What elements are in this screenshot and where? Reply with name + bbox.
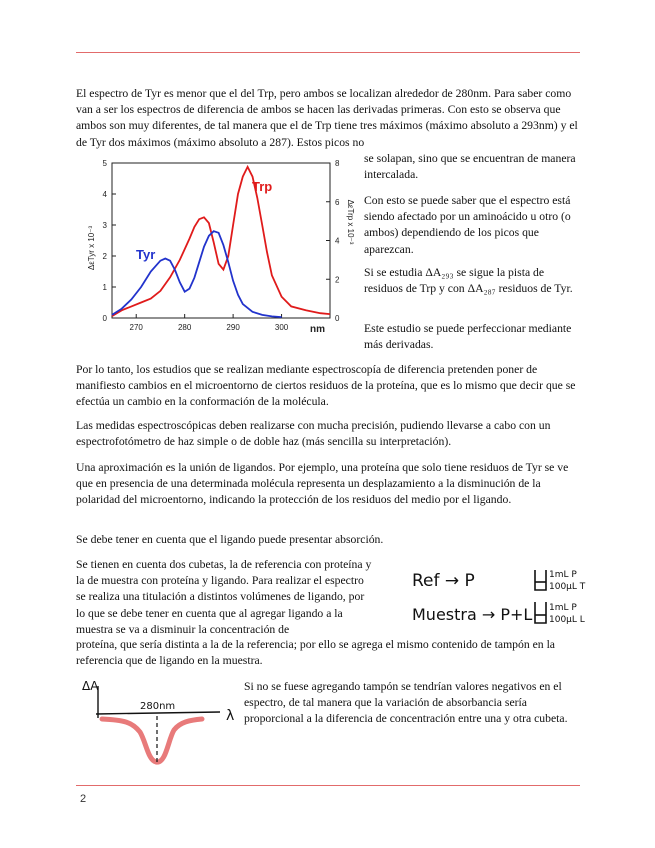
paragraph-ligand-absorption: Se debe tener en cuenta que el ligando puede presentar absorción. [76, 533, 384, 546]
page-number: 2 [80, 793, 87, 805]
muestra-cuvette-icon [535, 602, 546, 623]
y-left-tick-label: 0 [102, 314, 107, 323]
side-text-2: Con esto se puede saber que el espectro está siendo afectado por un aminoácido u otro (o ambos) dependiendo de los picos que aparezcan. [364, 194, 571, 256]
y-left-tick-label: 1 [102, 283, 107, 292]
header-rule [76, 52, 580, 53]
paragraph-buffer: proteína, que sería distinta a la de la referencia; por ello se agrega el mismo contenido de tampón en la referencia que de ligando en la muestra. [76, 638, 555, 668]
y-axis-label-left: ΔεTyr x 10⁻³ [87, 225, 96, 271]
paragraph-ligands: Una aproximación es la unión de ligandos. Por ejemplo, una proteína que solo tiene residuos de Tyr se ve que en presencia de una determinada molécula representa un desplazamiento a la disminución de la polaridad del microentorno, indicando la protección de los residuos del medio por el ligando. [76, 461, 569, 507]
x-tick-label: 270 [129, 323, 143, 332]
series-trp-label: Trp [252, 179, 273, 194]
paragraph-precision: Las medidas espectroscópicas deben realizarse con mucha precisión, pudiendo llevarse a cabo con un espectrofotómetro de haz simple o de doble haz (más sencilla su interpretación). [76, 419, 551, 449]
x-tick-label: 280 [177, 323, 192, 332]
ref-volume-top: 1mL P [549, 570, 577, 580]
side-text-1: se solapan, sino que se encuentran de manera intercalada. [364, 152, 576, 182]
difference-spectrum-sketch [76, 674, 246, 784]
series-tyr-label: Tyr [136, 247, 156, 262]
footer-rule [76, 785, 580, 786]
lambda-label: λ [226, 708, 235, 724]
y-left-tick-label: 4 [102, 190, 107, 199]
sketch-x-axis [96, 712, 220, 714]
y-left-tick-label: 3 [102, 221, 107, 230]
derivative-spectra-chart [76, 152, 364, 344]
y-left-tick-label: 2 [102, 252, 107, 261]
ref-volume-bottom: 100μL T [549, 582, 586, 592]
x-tick-label: 300 [274, 323, 289, 332]
side-text-3: Si se estudia ΔA₂₉₃ se sigue la pista de residuos de Trp y con ΔA₂₈₇ residuos de Tyr. [364, 266, 573, 296]
side-text-4: Este estudio se puede perfeccionar mediante más derivadas. [364, 322, 572, 352]
y-right-tick-label: 6 [335, 197, 340, 207]
delta-a-label: ΔA [82, 679, 99, 693]
y-right-tick-label: 4 [335, 236, 340, 246]
sketch-trough-curve [102, 719, 202, 762]
muestra-note: Muestra → P+L [412, 605, 533, 624]
muestra-volume-top: 1mL P [549, 603, 577, 613]
x-axis-label: nm [310, 324, 325, 335]
y-axis-label-right: ΔεTrp x 10⁻³ [346, 199, 355, 245]
muestra-volume-bottom: 100μL L [549, 615, 585, 625]
y-right-tick-label: 8 [335, 159, 340, 168]
y-left-tick-label: 5 [102, 159, 107, 168]
ref-note: Ref → P [412, 571, 475, 591]
paragraph-conformation: Por lo tanto, los estudios que se realizan mediante espectroscopía de diferencia pretenden poner de manifiesto cambios en el microentorno de ciertos residuos de la proteína, que es lo mismo que decir que se efectúa un cambio en la conformación de la molécula. [76, 363, 576, 409]
ref-cuvette-icon [535, 570, 546, 590]
y-right-tick-label: 2 [335, 275, 340, 285]
y-right-tick-label: 0 [335, 314, 340, 323]
sketch-wavelength-label: 280nm [140, 701, 176, 712]
handwritten-cuvette-notes [410, 560, 586, 632]
paragraph-cuvettes: Se tienen en cuenta dos cubetas, la de referencia con proteína y la de muestra con proteína y ligando. Para realizar el espectro se realiza una titulación a distintos volúmenes de ligando, por lo que se debe tener en cuenta que al agregar ligando a la muestra se va a disminuir la concentración de [76, 558, 372, 636]
series-trp-line [112, 167, 330, 316]
x-tick-label: 290 [226, 323, 240, 332]
paragraph-negative-values: Si no se fuese agregando tampón se tendrían valores negativos en el espectro, de tal manera que la variación de absorbancia sería proporcional a la diferencia de concentración entre una y otra cubeta. [244, 680, 568, 726]
paragraph-intro: El espectro de Tyr es menor que el del Trp, pero ambos se localizan alrededor de 280nm. Para saber como van a ser los espectros de diferencia de ambos se hacen las derivadas primeras. Con esto se observa que ambos son muy diferentes, de tal manera que el de Trp tiene tres máximos (máximo absoluto a 293nm) y el de Tyr dos máximos (máximo absoluto a 287). Estos picos no [76, 87, 578, 149]
